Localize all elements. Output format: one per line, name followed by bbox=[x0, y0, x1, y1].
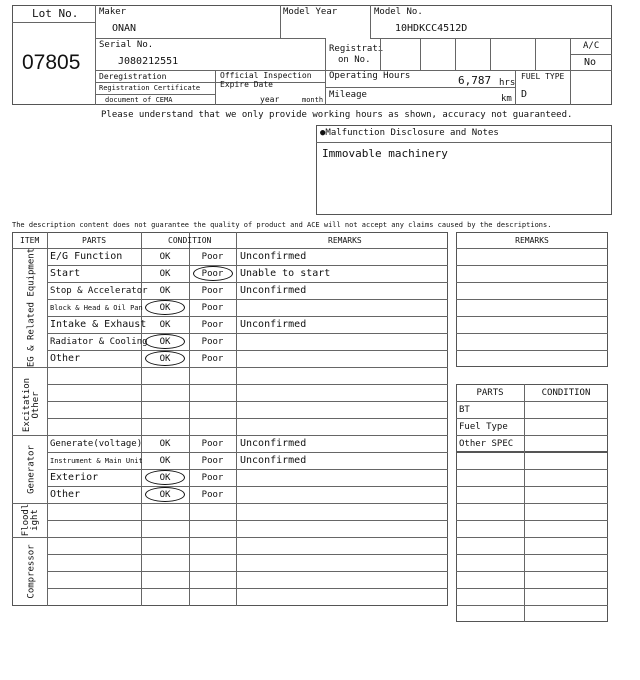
condition-ok: OK bbox=[159, 439, 171, 449]
notice-text: Please understand that we only provide working hours as shown, accuracy not guaranteed. bbox=[101, 110, 573, 120]
header-condition: CONDITION bbox=[168, 236, 212, 245]
malfunction-text: Immovable machinery bbox=[322, 147, 448, 160]
condition-poor: Poor bbox=[201, 473, 224, 483]
selected-ok-circle bbox=[145, 300, 185, 315]
remark-text: Unconfirmed bbox=[240, 285, 307, 296]
ac-label: A/C bbox=[583, 41, 600, 51]
condition-poor: Poor bbox=[201, 354, 224, 364]
disclaimer-text: The description content does not guarantee the quality of product and ACE will not accept any claims caused by the descriptions. bbox=[12, 221, 552, 229]
condition-ok: OK bbox=[159, 337, 171, 347]
part-start: Start bbox=[50, 268, 81, 279]
spec-row-bt: BT bbox=[459, 405, 470, 415]
malfunction-box bbox=[316, 125, 612, 215]
remark-text: Unconfirmed bbox=[240, 319, 307, 330]
fuel-type-label: FUEL TYPE bbox=[521, 72, 565, 81]
condition-ok: OK bbox=[159, 252, 171, 262]
inspection-label-2: Expire Date bbox=[220, 80, 273, 89]
condition-poor: Poor bbox=[201, 337, 224, 347]
remark-text: Unconfirmed bbox=[240, 438, 307, 449]
lot-label: Lot No. bbox=[32, 7, 79, 20]
header-remarks: REMARKS bbox=[328, 236, 362, 245]
fuel-type-value: D bbox=[521, 89, 528, 100]
registration-label-1: Registrati bbox=[329, 44, 384, 54]
part-other-generator: Other bbox=[50, 489, 81, 500]
mileage-label: Mileage bbox=[329, 90, 367, 100]
maker-value: ONAN bbox=[112, 23, 137, 34]
condition-poor: Poor bbox=[201, 456, 224, 466]
selected-ok-circle bbox=[145, 351, 185, 366]
spec-row-fuel-type: Fuel Type bbox=[459, 422, 508, 432]
condition-ok: OK bbox=[159, 286, 171, 296]
header-parts: PARTS bbox=[82, 236, 107, 245]
part-eg-function: E/G Function bbox=[50, 251, 123, 262]
hrs-label: hrs bbox=[499, 78, 516, 88]
condition-ok: OK bbox=[159, 456, 171, 466]
km-label: km bbox=[501, 94, 512, 104]
remarks-header: REMARKS bbox=[515, 236, 549, 245]
condition-poor: Poor bbox=[201, 252, 224, 262]
serial-value: J080212551 bbox=[118, 56, 179, 67]
operating-hours-label: Operating Hours bbox=[329, 71, 411, 81]
model-no-value: 10HDKCC4512D bbox=[395, 23, 468, 34]
registration-label-2: on No. bbox=[338, 55, 371, 65]
condition-ok: OK bbox=[159, 303, 171, 313]
lot-number: 07805 bbox=[22, 51, 81, 74]
part-radiator-cooling: Radiator & Cooling bbox=[50, 337, 148, 347]
maker-label: Maker bbox=[99, 7, 127, 17]
group-label-compressor: Compressor bbox=[26, 544, 37, 599]
month-label: month bbox=[302, 96, 324, 104]
model-year-label: Model Year bbox=[283, 7, 338, 17]
group-label-excitation: Excitation Other bbox=[22, 377, 41, 433]
remark-text: Unconfirmed bbox=[240, 251, 307, 262]
part-generate-voltage: Generate(voltage) bbox=[50, 439, 143, 449]
part-instrument-main-unit: Instrument & Main Unit bbox=[50, 457, 143, 465]
condition-ok: OK bbox=[159, 490, 171, 500]
selected-ok-circle bbox=[145, 334, 185, 349]
model-no-label: Model No. bbox=[374, 7, 423, 17]
part-intake-exhaust: Intake & Exhaust bbox=[50, 319, 147, 330]
condition-poor: Poor bbox=[201, 303, 224, 313]
condition-poor: Poor bbox=[201, 320, 224, 330]
part-stop-accelerator: Stop & Accelerator bbox=[50, 286, 148, 296]
condition-ok: OK bbox=[159, 320, 171, 330]
spec-parts-header: PARTS bbox=[476, 388, 504, 398]
header-item: ITEM bbox=[20, 236, 40, 245]
deregistration-label: Deregistration bbox=[99, 72, 167, 81]
serial-label: Serial No. bbox=[99, 40, 154, 50]
part-exterior: Exterior bbox=[50, 472, 99, 483]
condition-ok: OK bbox=[159, 269, 171, 279]
part-other: Other bbox=[50, 353, 81, 364]
condition-ok: OK bbox=[159, 473, 171, 483]
condition-ok: OK bbox=[159, 354, 171, 364]
group-label-eg: EG & Related Equipment bbox=[26, 247, 37, 368]
condition-poor: Poor bbox=[201, 490, 224, 500]
condition-poor: Poor bbox=[201, 269, 224, 279]
year-label: year bbox=[260, 95, 280, 104]
selected-poor-circle bbox=[193, 266, 233, 281]
spec-condition-header: CONDITION bbox=[541, 388, 591, 398]
selected-ok-circle bbox=[145, 470, 185, 485]
condition-poor: Poor bbox=[201, 439, 224, 449]
remark-text: Unconfirmed bbox=[240, 455, 307, 466]
ac-value: No bbox=[584, 57, 597, 68]
cema-label: document of CEMA bbox=[105, 96, 173, 104]
condition-poor: Poor bbox=[201, 286, 224, 296]
group-label-generator: Generator bbox=[26, 445, 37, 494]
inspection-label-1: Official Inspection bbox=[220, 71, 312, 80]
selected-ok-circle bbox=[145, 487, 185, 502]
group-label-floodlight: Floodl ight bbox=[21, 503, 40, 537]
part-block-head-oil-pan: Block & Head & Oil Pan bbox=[50, 304, 143, 312]
registration-certificate-label: Registration Certificate bbox=[99, 84, 201, 92]
malfunction-title: ●Malfunction Disclosure and Notes bbox=[320, 128, 499, 138]
spec-row-other-spec: Other SPEC bbox=[459, 439, 514, 449]
remark-text: Unable to start bbox=[240, 268, 331, 279]
operating-hours-value: 6,787 bbox=[458, 74, 492, 87]
